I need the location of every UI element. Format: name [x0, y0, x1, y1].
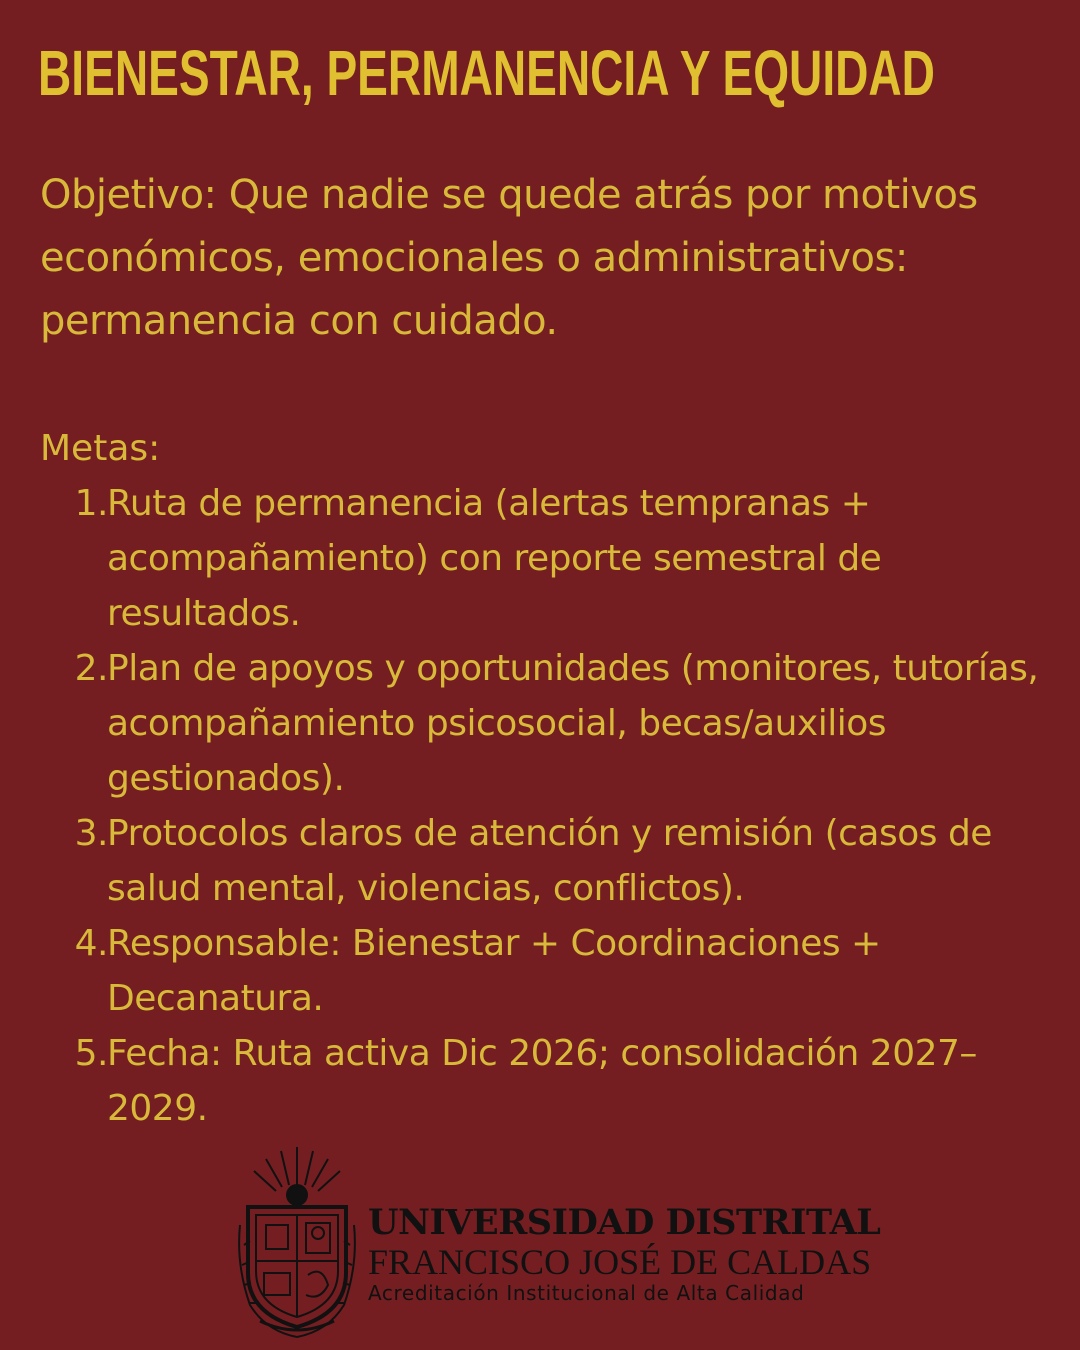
goal-text: Ruta de permanencia (alertas tempranas + acompañamiento) con reporte semestral de resultados.	[107, 483, 882, 634]
goals-list	[40, 476, 1050, 1136]
page-title: BIENESTAR, PERMANENCIA Y EQUIDAD	[38, 37, 935, 109]
goal-number: 5.	[74, 1033, 108, 1074]
goal-item	[40, 476, 1050, 641]
goal-number: 4.	[74, 923, 108, 964]
goal-item	[40, 1026, 1050, 1136]
goal-number: 3.	[74, 813, 108, 854]
logo-university-subtitle: FRANCISCO JOSÉ DE CALDAS	[368, 1242, 872, 1282]
logo-text	[368, 1203, 880, 1305]
university-crest-icon	[236, 1145, 358, 1340]
goal-number: 2.	[74, 648, 108, 689]
university-logo	[236, 1145, 881, 1340]
logo-accreditation: Acreditación Institucional de Alta Calidad	[368, 1281, 805, 1305]
goal-item	[40, 641, 1050, 806]
metas-label: Metas:	[40, 428, 161, 469]
logo-university-name: UNIVERSIDAD DISTRITAL	[368, 1202, 881, 1243]
goal-item	[40, 916, 1050, 1026]
goal-text: Plan de apoyos y oportunidades (monitores, tutorías, acompañamiento psicosocial, becas/auxilios gestionados).	[107, 648, 1039, 799]
goal-text: Protocolos claros de atención y remisión (casos de salud mental, violencias, conflictos).	[107, 813, 992, 909]
goal-text: Fecha: Ruta activa Dic 2026; consolidación 2027–2029.	[107, 1033, 977, 1129]
goal-item	[40, 806, 1050, 916]
goal-number: 1.	[74, 483, 108, 524]
objective-text: Objetivo: Que nadie se quede atrás por motivos económicos, emocionales o administrativos: permanencia con cuidado.	[40, 172, 978, 344]
goal-text: Responsable: Bienestar + Coordinaciones + Decanatura.	[107, 923, 881, 1019]
